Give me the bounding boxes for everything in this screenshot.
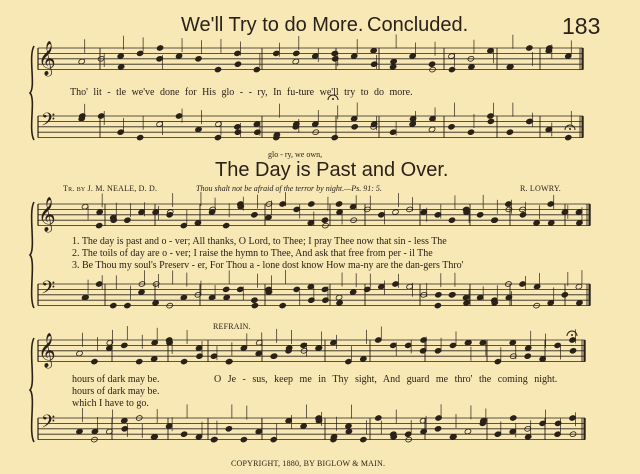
s2b-note xyxy=(406,283,413,289)
s3t-note xyxy=(121,342,128,348)
hymn1-bass-lyrics: glo - ry, we own, xyxy=(268,150,323,159)
s1t-note xyxy=(292,58,299,64)
s1b-note xyxy=(195,126,202,132)
s1t-note xyxy=(390,58,397,64)
refrain-text: O Je - sus, keep me in Thy sight, And guard me thro' the coming night. xyxy=(214,374,558,385)
s2b-note xyxy=(378,283,385,289)
s2b-note xyxy=(208,294,215,300)
s3t-note xyxy=(390,342,397,348)
s2b-note xyxy=(152,300,159,306)
system-brace xyxy=(30,46,34,140)
s2b-note xyxy=(251,297,258,303)
s2t-note xyxy=(152,209,159,215)
s3t-note xyxy=(91,358,98,364)
s3t-note xyxy=(419,348,426,354)
s2b-note xyxy=(561,292,568,298)
s2b-note xyxy=(124,302,131,308)
s2t-note xyxy=(194,220,201,226)
s1t-note xyxy=(117,53,124,59)
s3t-note xyxy=(524,353,531,359)
s2b-note xyxy=(110,302,117,308)
s3t-note xyxy=(345,358,352,364)
s2t-note xyxy=(575,209,582,215)
s1b-note xyxy=(312,121,319,127)
verse-1-line-2: hours of dark may be. xyxy=(72,374,160,385)
hymn2-epigraph: Thou shalt not be afraid of the terror by night.—Ps. 91: 5. xyxy=(196,184,382,193)
s2t-note xyxy=(307,220,314,226)
s3t-note xyxy=(569,337,576,343)
s3t-note xyxy=(479,339,486,345)
s2t-note xyxy=(547,201,554,207)
treble-clef-icon: 𝄞 xyxy=(38,197,56,232)
s2b-note xyxy=(462,294,469,300)
s1t-note xyxy=(565,53,572,59)
s2t-note xyxy=(81,203,88,209)
s1t-note xyxy=(350,53,357,59)
s2b-note xyxy=(519,281,526,287)
s3b-note xyxy=(404,431,411,437)
s1b-note xyxy=(506,129,513,135)
s2t-note xyxy=(251,212,258,218)
s1b-note xyxy=(214,134,221,140)
s2b-note xyxy=(307,283,314,289)
s3t-note xyxy=(494,358,501,364)
hymn1-title: We'll Try to do More. xyxy=(181,14,364,36)
s3t-note xyxy=(404,342,411,348)
s2b-note xyxy=(223,294,230,300)
s1b-note xyxy=(117,129,124,135)
s3t-note xyxy=(315,345,322,351)
s3b-note xyxy=(494,431,501,437)
s2t-note xyxy=(448,217,455,223)
s1b-note xyxy=(350,115,357,121)
s3t-note xyxy=(150,356,157,362)
s2t-note xyxy=(561,209,568,215)
s2t-note xyxy=(308,201,315,207)
s3b-note xyxy=(375,415,382,421)
s3t-note xyxy=(271,353,278,359)
verse-2-line-2: hours of dark may be. xyxy=(72,386,160,397)
s2t-note xyxy=(533,220,540,226)
s3b-note xyxy=(569,415,576,421)
hymn2-title: The Day is Past and Over. xyxy=(215,159,449,181)
s1b-note xyxy=(409,121,416,127)
s1b-note xyxy=(331,134,338,140)
s3b-note xyxy=(180,431,187,437)
s1t-note xyxy=(370,47,377,53)
s2t-note xyxy=(434,212,441,218)
s2b-note xyxy=(576,300,583,306)
s3t-note xyxy=(449,342,456,348)
s1b-note xyxy=(253,121,260,127)
s1t-note xyxy=(78,58,85,64)
s2b-note xyxy=(293,286,300,292)
s1t-note xyxy=(253,66,260,72)
s3t-note xyxy=(509,339,516,345)
s2t-note xyxy=(96,209,103,215)
bass-clef-icon: 𝄢 xyxy=(41,278,56,303)
s1t-note xyxy=(409,53,416,59)
s1t-note xyxy=(293,50,300,56)
s3b-note xyxy=(255,428,262,434)
s2t-note xyxy=(279,201,286,207)
s1b-note xyxy=(487,113,494,119)
s2t-note xyxy=(138,209,145,215)
s1t-note xyxy=(389,64,396,70)
s1b-note xyxy=(136,134,143,140)
s2t-note xyxy=(476,212,483,218)
s1t-note xyxy=(234,61,241,67)
s3b-note xyxy=(510,415,517,421)
s2t-note xyxy=(335,201,342,207)
s3t-note xyxy=(360,356,367,362)
s3t-note xyxy=(434,348,441,354)
s2t-note xyxy=(265,214,272,220)
s1t-note xyxy=(273,50,280,56)
s2b-note xyxy=(335,294,342,300)
system-brace xyxy=(30,338,34,442)
s3t-note xyxy=(76,350,83,356)
s3t-note xyxy=(240,345,247,351)
s3t-note xyxy=(569,348,576,354)
s3t-note xyxy=(554,342,561,348)
s3b-note xyxy=(419,417,426,423)
s1t-note xyxy=(156,56,163,62)
s2t-note xyxy=(420,209,427,215)
s1t-note xyxy=(526,45,533,51)
s1b-note xyxy=(467,129,474,135)
s1t-note xyxy=(214,66,221,72)
s3b-note xyxy=(434,426,441,432)
s1t-note xyxy=(195,56,202,62)
s3t-note xyxy=(255,350,262,356)
s2t-note xyxy=(548,220,555,226)
verse-3-line-2: which I have to go. xyxy=(72,398,149,409)
s3b-note xyxy=(509,428,516,434)
s1t-note xyxy=(175,53,182,59)
s2b-note xyxy=(279,302,286,308)
s2b-note xyxy=(392,281,399,287)
s1b-note xyxy=(97,113,104,119)
s2b-note xyxy=(435,292,442,298)
s1t-note xyxy=(448,53,455,59)
s2b-note xyxy=(222,286,229,292)
s2b-note xyxy=(349,289,356,295)
s2b-note xyxy=(251,302,258,308)
hymn1-subtitle: Concluded. xyxy=(367,14,469,36)
system-brace xyxy=(30,202,34,308)
s2t-note xyxy=(222,222,229,228)
s3b-note xyxy=(121,417,128,423)
s1t-note xyxy=(468,64,475,70)
s1b-note xyxy=(565,134,572,140)
s1b-note xyxy=(428,126,435,132)
s2t-note xyxy=(392,209,399,215)
s1t-note xyxy=(507,64,514,70)
s1t-note xyxy=(156,45,163,51)
hymn1-treble-lyrics: Tho' lit - tle we've done for His glo - - ry, In fu-ture we'll try to do more. xyxy=(70,87,413,98)
s2t-note xyxy=(505,201,512,207)
s2t-note xyxy=(124,217,131,223)
s3t-note xyxy=(195,345,202,351)
s1b-note xyxy=(448,124,455,130)
s1b-note xyxy=(156,121,163,127)
s1b-note xyxy=(234,124,241,130)
s3b-note xyxy=(211,436,218,442)
bass-clef-icon: 𝄢 xyxy=(41,412,56,437)
s2t-note xyxy=(378,212,385,218)
s3b-note xyxy=(554,431,561,437)
s2b-note xyxy=(434,302,441,308)
s2t-note xyxy=(95,222,102,228)
s3t-note xyxy=(300,342,307,348)
s3b-note xyxy=(464,428,471,434)
s3t-note xyxy=(465,339,472,345)
s3t-note xyxy=(226,358,233,364)
s3t-note xyxy=(136,358,143,364)
s1t-note xyxy=(448,66,455,72)
s1b-note xyxy=(389,129,396,135)
s3b-note xyxy=(525,434,532,440)
s2b-note xyxy=(237,286,244,292)
s2t-note xyxy=(349,203,356,209)
s3b-note xyxy=(300,423,307,429)
s3t-note xyxy=(525,345,532,351)
bass-clef-icon: 𝄢 xyxy=(41,110,56,135)
s1t-note xyxy=(487,47,494,53)
copyright: COPYRIGHT, 1880, BY BIGLOW & MAIN. xyxy=(231,459,386,468)
verse-1-line-1: 1. The day is past and o - ver; All thanks, O Lord, to Thee; I pray Thee now that sin - less The xyxy=(72,236,447,247)
s2t-note xyxy=(180,222,187,228)
s3t-note xyxy=(210,353,217,359)
s3b-note xyxy=(76,428,83,434)
s2b-note xyxy=(95,281,102,287)
s1b-note xyxy=(545,126,552,132)
s2b-note xyxy=(321,286,328,292)
s1t-note xyxy=(428,61,435,67)
s1b-note xyxy=(487,118,494,124)
s1t-note xyxy=(117,64,124,70)
s3b-note xyxy=(240,436,247,442)
treble-clef-icon: 𝄞 xyxy=(38,333,56,368)
refrain-label: REFRAIN. xyxy=(213,322,251,331)
s3t-note xyxy=(375,337,382,343)
hymn2-author: Tr. by J. M. NEALE, D. D. xyxy=(63,184,158,193)
s2b-note xyxy=(476,294,483,300)
s1b-note xyxy=(351,124,358,130)
s1t-note xyxy=(136,50,143,56)
s3t-note xyxy=(180,358,187,364)
s2b-note xyxy=(575,283,582,289)
s2t-note xyxy=(321,217,328,223)
verse-2-line-1: 2. The toils of day are o - ver; I raise the hymn to Thee, And ask that free from per - il The xyxy=(72,248,433,259)
s1t-note xyxy=(312,53,319,59)
s1t-note xyxy=(331,50,338,56)
s3b-note xyxy=(345,423,352,429)
s3b-note xyxy=(360,436,367,442)
hymn2-composer: R. LOWRY. xyxy=(520,184,561,193)
s1b-note xyxy=(175,113,182,119)
s2b-note xyxy=(138,289,145,295)
s3b-note xyxy=(285,417,292,423)
s3b-note xyxy=(345,428,352,434)
s3b-note xyxy=(270,436,277,442)
s3b-note xyxy=(151,434,158,440)
s3t-note xyxy=(330,339,337,345)
s3b-note xyxy=(195,434,202,440)
verse-3-line-1: 3. Be Thou my soul's Preserv - er, For Thou a - lone dost know How ma-ny are the dan-gers Thro' xyxy=(72,260,464,271)
treble-clef-icon: 𝄞 xyxy=(38,41,56,76)
s3b-note xyxy=(225,426,232,432)
page-number: 183 xyxy=(562,13,601,39)
s1t-note xyxy=(234,50,241,56)
s2b-note xyxy=(180,294,187,300)
s2b-note xyxy=(547,300,554,306)
s2b-note xyxy=(336,300,343,306)
s2t-note xyxy=(293,206,300,212)
s3b-note xyxy=(165,423,172,429)
